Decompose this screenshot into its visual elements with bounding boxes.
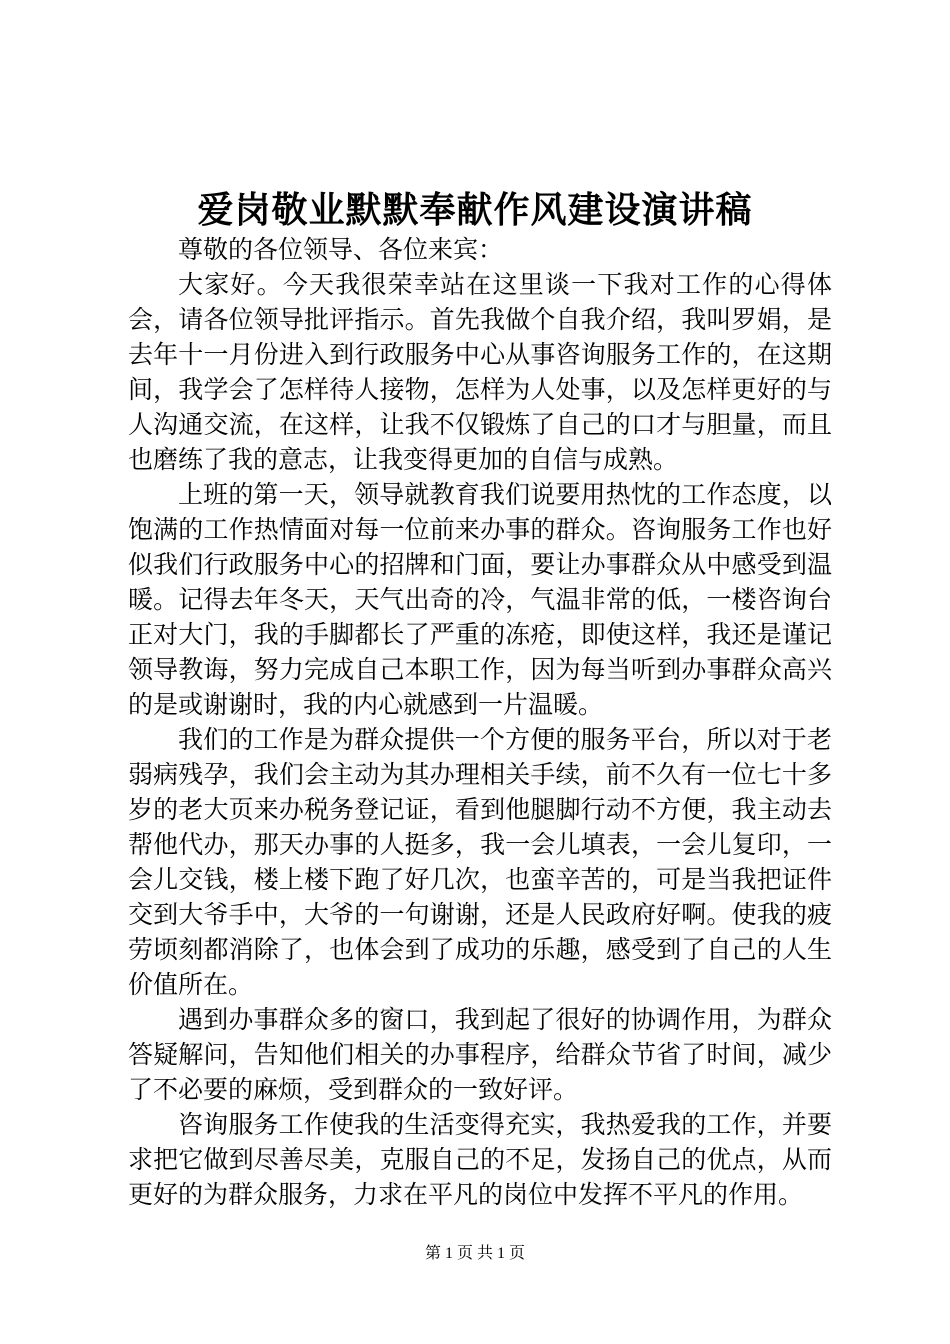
paragraph-3: 我们的工作是为群众提供一个方便的服务平台，所以对于老弱病残孕，我们会主动为其办理相关手续，前不久有一位七十多岁的老大页来办税务登记证，看到他腿脚行动不方便，我主动去帮他代办，那天办事的人挺多，我一会儿填表，一会儿复印，一会儿交钱，楼上楼下跑了好几次，也蛮辛苦的，可是当我把证件交到大爷手中，大爷的一句谢谢，还是人民政府好啊。使我的疲劳顷刻都消除了，也体会到了成功的乐趣，感受到了自己的人生价值所在。 [128, 725, 832, 999]
paragraph-5: 咨询服务工作使我的生活变得充实，我热爱我的工作，并要求把它做到尽善尽美，克服自己的不足，发扬自己的优点，从而更好的为群众服务，力求在平凡的岗位中发挥不平凡的作用。 [128, 1110, 832, 1209]
salutation: 尊敬的各位领导、各位来宾： [178, 235, 504, 264]
document-body [128, 232, 832, 1212]
page-footer: 第 1 页 共 1 页 [424, 1245, 525, 1262]
paragraph-4: 遇到办事群众多的窗口，我到起了很好的协调作用，为群众答疑解问，告知他们相关的办事程序，给群众节省了时间，减少了不必要的麻烦，受到群众的一致好评。 [128, 1005, 832, 1104]
paragraph-2: 上班的第一天，领导就教育我们说要用热忱的工作态度，以饱满的工作热情面对每一位前来办事的群众。咨询服务工作也好似我们行政服务中心的招牌和门面，要让办事群众从中感受到温暖。记得去年冬天，天气出奇的冷，气温非常的低，一楼咨询台正对大门，我的手脚都长了严重的冻疮，即使这样，我还是谨记领导教诲，努力完成自己本职工作，因为每当听到办事群众高兴的是或谢谢时，我的内心就感到一片温暖。 [128, 480, 832, 719]
document-title: 爱岗敬业默默奉献作风建设演讲稿 [197, 189, 753, 231]
paragraph-1: 大家好。今天我很荣幸站在这里谈一下我对工作的心得体会，请各位领导批评指示。首先我做个自我介绍，我叫罗娟，是去年十一月份进入到行政服务中心从事咨询服务工作的，在这期间，我学会了怎样待人接物，怎样为人处事，以及怎样更好的与人沟通交流，在这样，让我不仅锻炼了自己的口才与胆量，而且也磨练了我的意志，让我变得更加的自信与成熟。 [128, 270, 832, 474]
